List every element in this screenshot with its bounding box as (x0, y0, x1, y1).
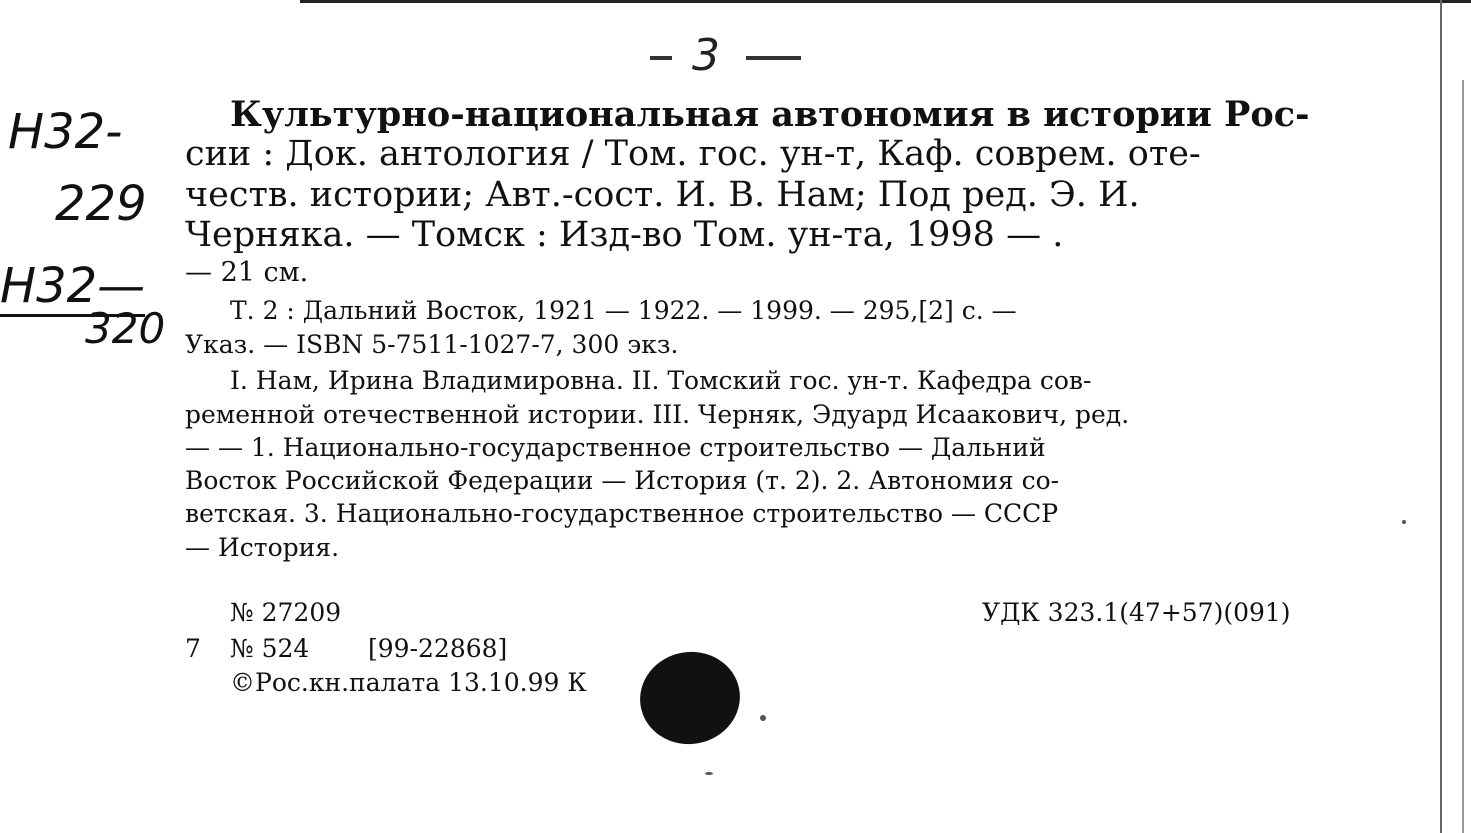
card-right-border (1440, 0, 1442, 833)
shelf-mark-number-2: 320 (85, 304, 166, 353)
subject-line-2: ременной отечественной истории. III. Черняк, Эдуард Исаакович, ред. (185, 400, 1130, 429)
subject-line-4: Восток Российской Федерации — История (т. 2). 2. Автономия со- (185, 466, 1060, 495)
ink-speck (705, 772, 713, 775)
order-number: [99-22868] (368, 634, 508, 663)
page-mark: 3 (650, 30, 801, 81)
title-line-5: — 21 см. (185, 257, 309, 288)
title-line-4: Черняка. — Томск : Изд-во Том. ун-та, 1998 — . (185, 215, 1064, 255)
ink-blot (633, 644, 747, 752)
card-right-edge (1462, 80, 1464, 833)
subject-line-5: ветская. 3. Национально-государственное строительство — СССР (185, 499, 1059, 528)
shelf-mark-number-1: 229 (55, 176, 147, 232)
shelf-mark-code-2: Н32— (0, 262, 145, 310)
subject-line-1: I. Нам, Ирина Владимировна. II. Томский гос. ун-т. Кафедра сов- (230, 366, 1092, 395)
volume-line-1: Т. 2 : Дальний Восток, 1921 — 1922. — 1999. — 295,[2] с. — (230, 296, 1017, 325)
ink-speck (760, 715, 766, 721)
ink-speck (1402, 520, 1406, 524)
batch-number: № 524 (230, 634, 310, 663)
volume-line-2: Указ. — ISBN 5-7511-1027-7, 300 экз. (185, 330, 679, 359)
shelf-mark-code-1: Н32- (8, 104, 123, 160)
title-line-3: честв. истории; Авт.-сост. И. В. Нам; Под ред. Э. И. (185, 175, 1140, 215)
subject-line-6: — История. (185, 533, 340, 562)
card-top-border (300, 0, 1471, 3)
copyright-line: ©Рос.кн.палата 13.10.99 К (230, 668, 587, 697)
record-number: № 27209 (230, 598, 342, 627)
subject-line-3: — — 1. Национально-государственное строительство — Дальний (185, 433, 1046, 462)
udk-code: УДК 323.1(47+57)(091) (982, 598, 1291, 627)
batch-prefix: 7 (185, 634, 201, 663)
title-line-2: сии : Док. антология / Том. гос. ун-т, Каф. соврем. оте- (185, 134, 1201, 174)
title-line-1: Культурно-национальная автономия в истории Рос- (230, 94, 1310, 135)
